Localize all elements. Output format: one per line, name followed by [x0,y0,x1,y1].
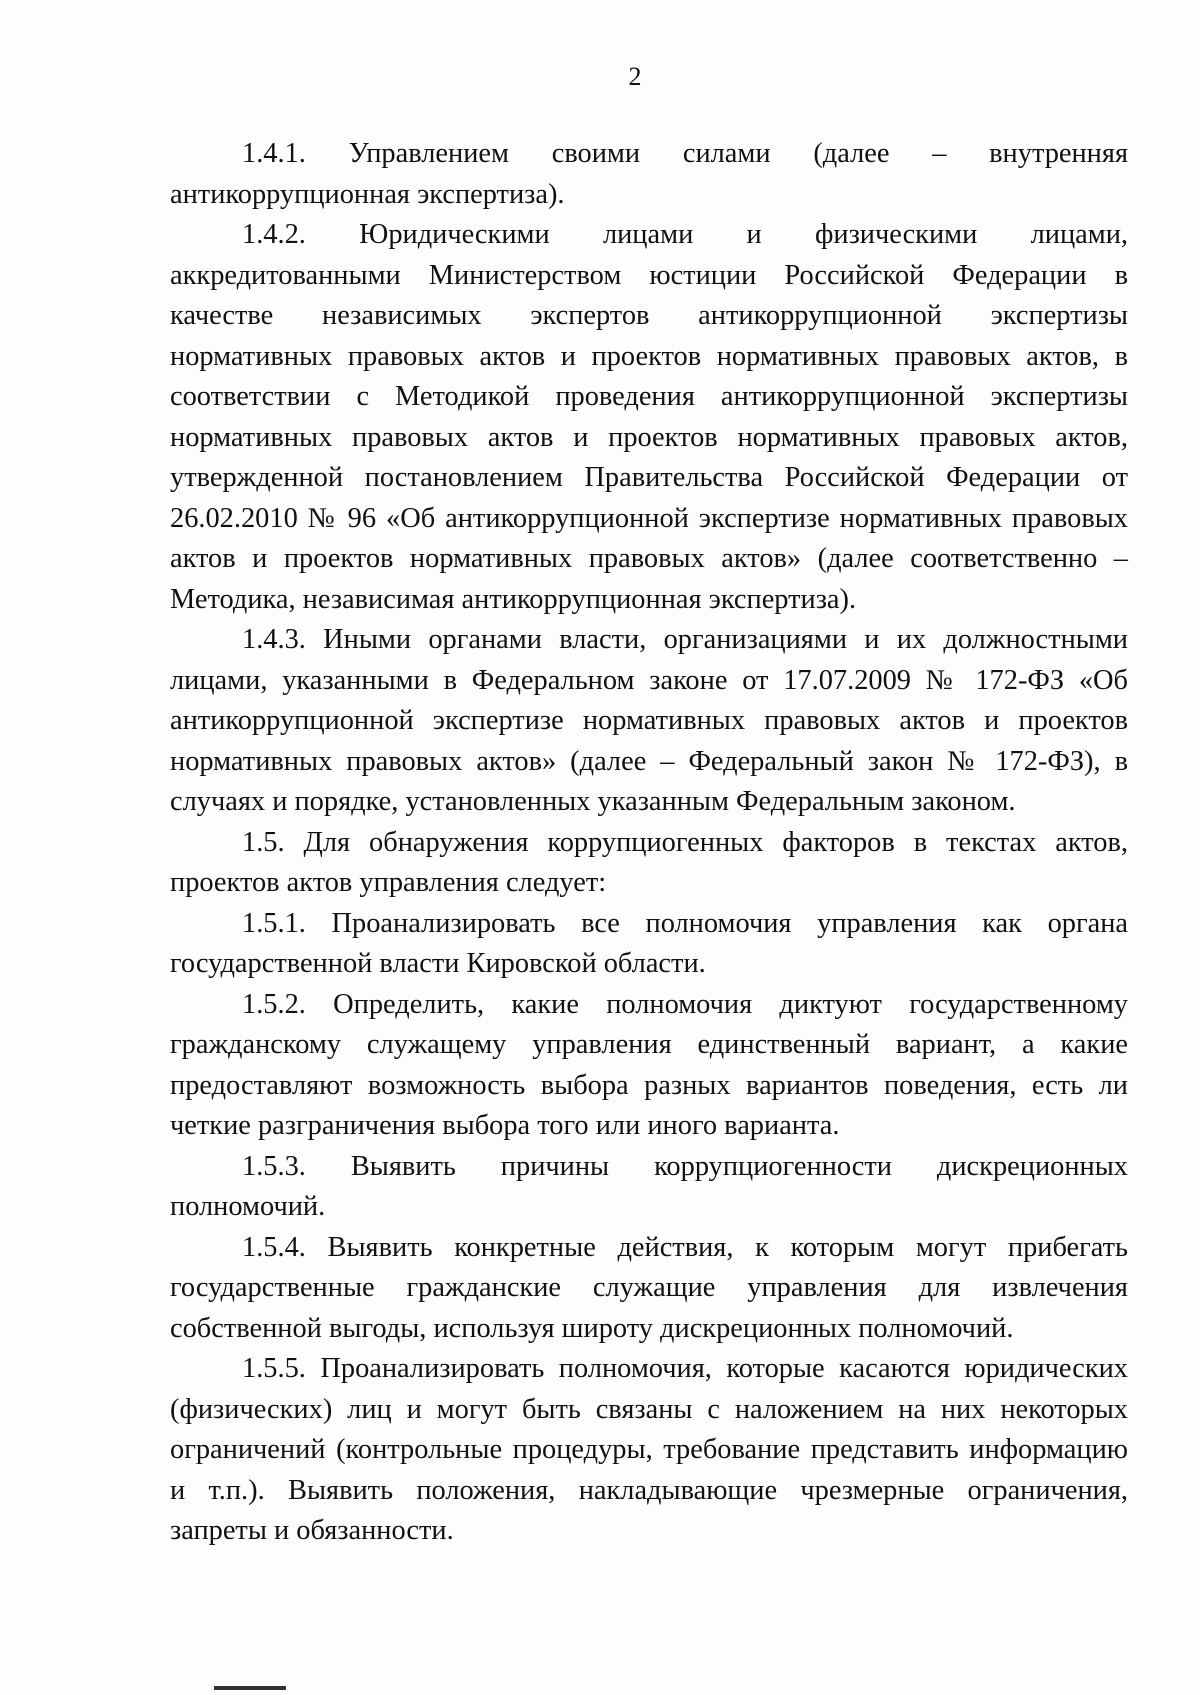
page-number: 2 [628,62,642,91]
paragraph-1-5-3: 1.5.3. Выявить причины коррупциогенности дискреционных полномочий. [170,1150,1128,1222]
footer-line-mark [214,1686,286,1690]
paragraph-1-5-1: 1.5.1. Проанализировать все полномочия управления как органа государственной власти Кировской области. [170,907,1128,979]
paragraph-1-4-2: 1.4.2. Юридическими лицами и физическими лицами, аккредитованными Министерством юстиции Российской Федерации в качестве независимых экспертов антикоррупционной экспертизы нормативных правовых актов и проектов нормативных правовых актов, в соответствии с Методикой проведения антикоррупционной экспертизы нормативных правовых актов и проектов нормативных правовых актов, утвержденной постановлением Правительства Российской Федерации от 26.02.2010 № 96 «Об антикоррупционной экспертизе нормативных правовых актов и проектов нормативных правовых актов» (далее соответственно – Методика, независимая антикоррупционная экспертиза). [170,219,1128,615]
paragraph-1-5-2: 1.5.2. Определить, какие полномочия диктуют государственному гражданскому служащему управления единственный вариант, а какие предоставляют возможность выбора разных вариантов поведения, есть ли четкие разграничения выбора того или иного варианта. [170,988,1128,1141]
paragraph-1-5-5: 1.5.5. Проанализировать полномочия, которые касаются юридических (физических) лиц и могут быть связаны с наложением на них некоторых ограничений (контрольные процедуры, требование представить информацию и т.п.). Выявить положения, накладывающие чрезмерные ограничения, запреты и обязанности. [170,1353,1128,1546]
paragraph-1-5-4: 1.5.4. Выявить конкретные действия, к которым могут прибегать государственные гражданские служащие управления для извлечения собственной выгоды, используя широту дискреционных полномочий. [170,1231,1128,1344]
paragraph-1-5: 1.5. Для обнаружения коррупциогенных факторов в текстах актов, проектов актов управления следует: [170,826,1128,898]
document-body [170,134,1128,1552]
paragraph-1-4-1: 1.4.1. Управлением своими силами (далее – внутренняя антикоррупционная экспертиза). [170,138,1128,210]
paragraph-1-4-3: 1.4.3. Иными органами власти, организациями и их должностными лицами, указанными в Федеральном законе от 17.07.2009 № 172-ФЗ «Об антикоррупционной экспертизе нормативных правовых актов и проектов нормативных правовых актов» (далее – Федеральный закон № 172-ФЗ), в случаях и порядке, установленных указанным Федеральным законом. [170,624,1128,817]
